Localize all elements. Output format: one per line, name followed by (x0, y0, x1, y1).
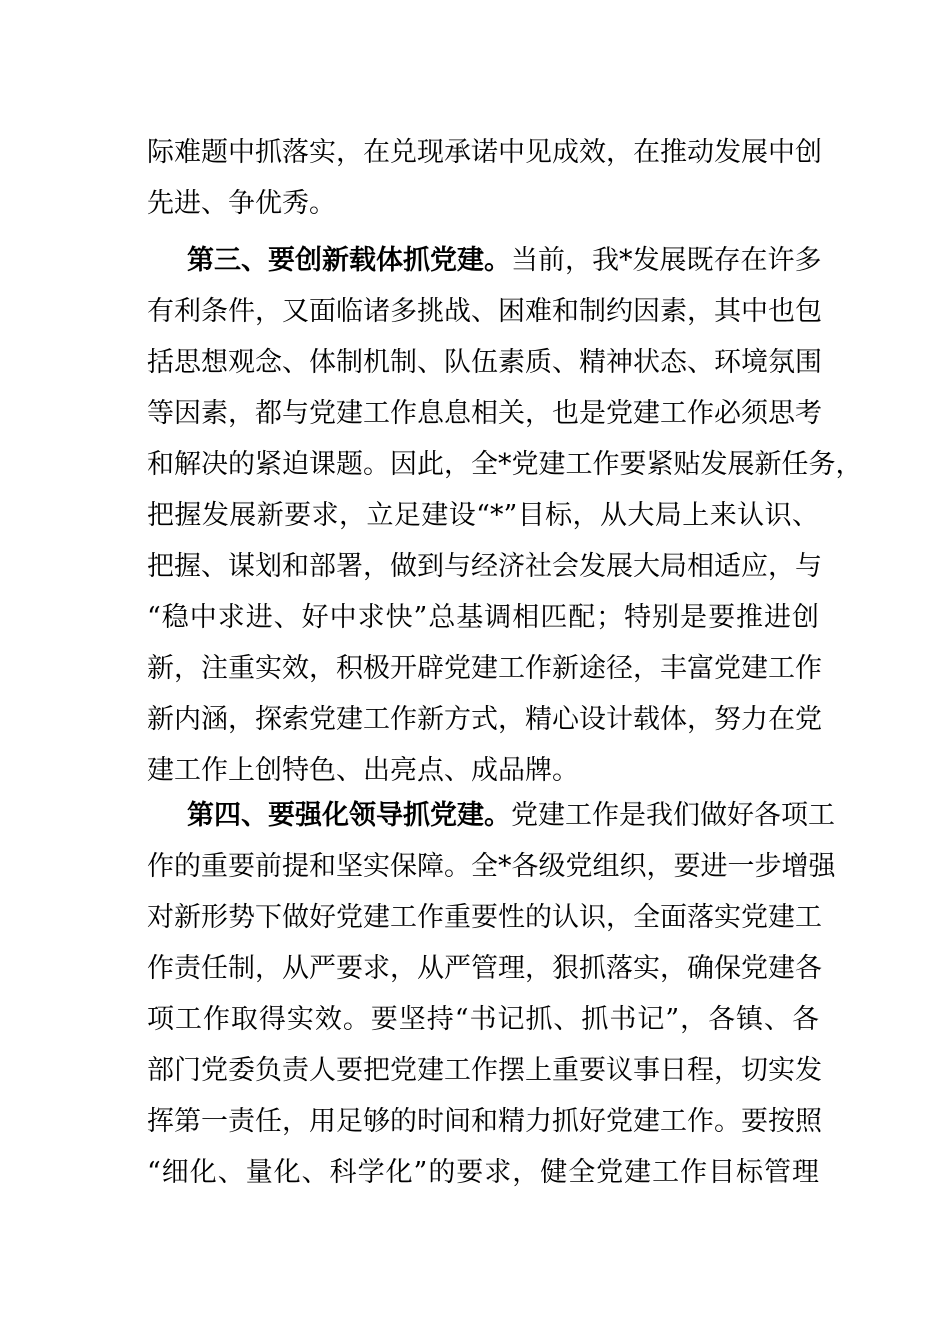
paragraph-continuation (147, 127, 822, 229)
text-line: 部门党委负责人要把党建工作摆上重要议事日程，切实发 (147, 1055, 822, 1086)
text-line: 挥第一责任，用足够的时间和精力抓好党建工作。要按照 (147, 1106, 822, 1137)
text-segment: 当前，我*发展既存在许多 (511, 245, 822, 276)
paragraph-heading: 第三、要创新载体抓党建。 (187, 245, 511, 276)
text-line: 作的重要前提和坚实保障。全*各级党组织，要进一步增强 (147, 851, 836, 882)
text-line: “细化、量化、科学化”的要求，健全党建工作目标管理 (147, 1157, 819, 1188)
paragraph-heading: 第四、要强化领导抓党建。 (187, 800, 511, 831)
text-line: 新，注重实效，积极开辟党建工作新途径，丰富党建工作 (147, 653, 822, 684)
paragraph-third-point (147, 235, 863, 796)
text-line: 对新形势下做好党建工作重要性的认识，全面落实党建工 (147, 902, 822, 933)
text-line: 把握发展新要求，立足建设“*”目标，从大局上来认识、 (147, 500, 819, 531)
paragraph-fourth-point (147, 790, 836, 1198)
text-line: 把握、谋划和部署，做到与经济社会发展大局相适应，与 (147, 551, 822, 582)
text-segment: 党建工作是我们做好各项工 (511, 800, 835, 831)
text-line: 等因素，都与党建工作息息相关，也是党建工作必须思考 (147, 398, 822, 429)
text-line: 项工作取得实效。要坚持“书记抓、抓书记”，各镇、各 (147, 1004, 819, 1035)
text-line: 和解决的紧迫课题。因此，全*党建工作要紧贴发展新任务， (147, 449, 863, 480)
text-line: 际难题中抓落实，在兑现承诺中见成效，在推动发展中创 (147, 137, 822, 168)
text-line: 新内涵，探索党建工作新方式，精心设计载体，努力在党 (147, 704, 822, 735)
text-line (147, 235, 822, 286)
text-line: 先进、争优秀。 (147, 188, 336, 219)
text-line: 建工作上创特色、出亮点、成品牌。 (147, 755, 579, 786)
text-line: 有利条件，又面临诸多挑战、困难和制约因素，其中也包 (147, 296, 822, 327)
text-line (147, 790, 835, 841)
text-line: “稳中求进、好中求快”总基调相匹配；特别是要推进创 (147, 602, 819, 633)
text-line: 括思想观念、体制机制、队伍素质、精神状态、环境氛围 (147, 347, 822, 378)
text-line: 作责任制，从严要求，从严管理，狠抓落实，确保党建各 (147, 953, 822, 984)
